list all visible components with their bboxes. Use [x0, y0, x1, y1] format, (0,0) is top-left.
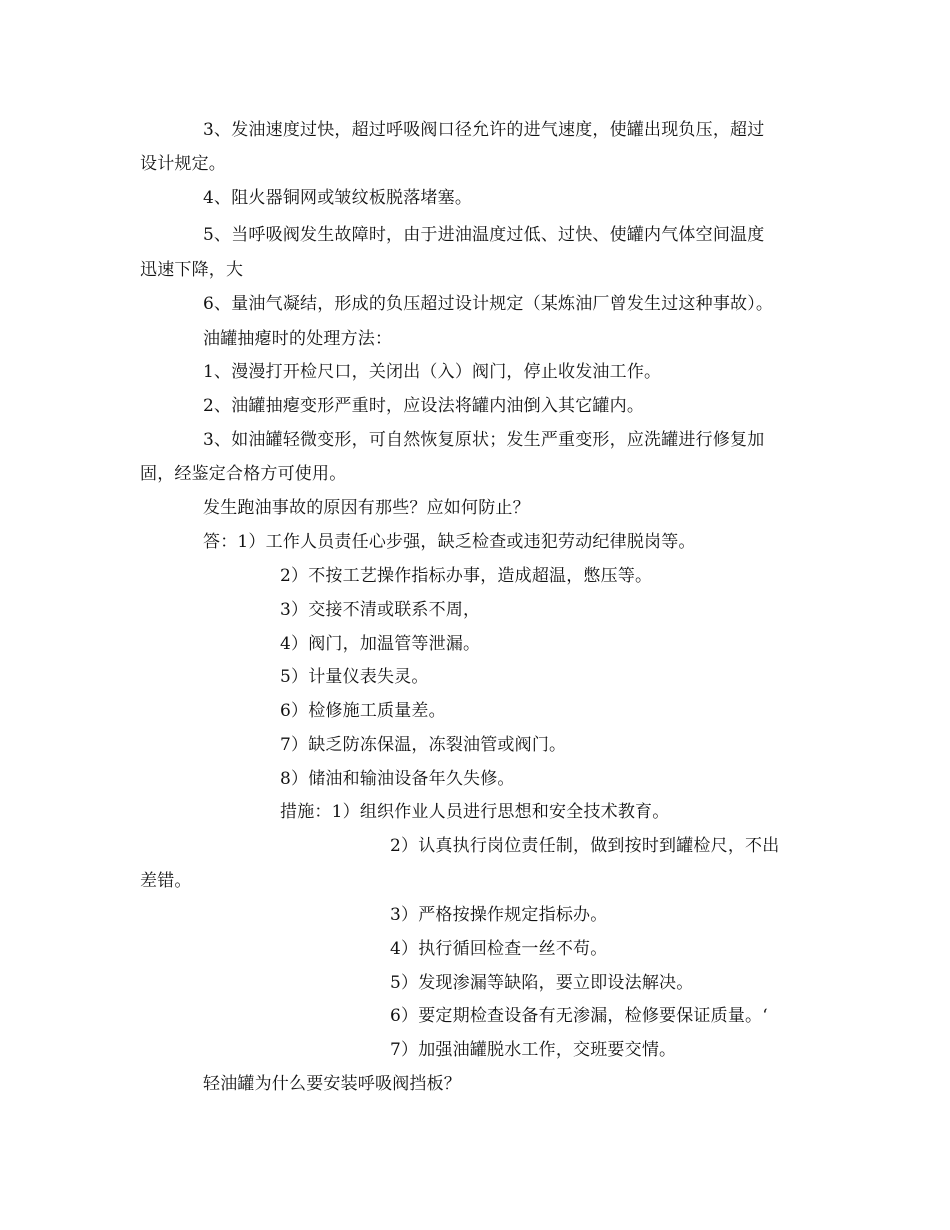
text-line: 6）要定期检查设备有无渗漏，检修要保证质量。‘	[390, 1006, 768, 1026]
text-line: 2、油罐抽瘪变形严重时，应设法将罐内油倒入其它罐内。	[203, 396, 645, 416]
text-line: 4）执行循回检查一丝不苟。	[390, 939, 608, 959]
text-line: 5）发现渗漏等缺陷，要立即设法解决。	[390, 973, 694, 993]
text-line: 8）储油和输油设备年久失修。	[280, 769, 515, 789]
text-line: 1、漫漫打开检尺口，关闭出（入）阀门，停止收发油工作。	[203, 362, 662, 382]
text-line: 3）交接不清或联系不周，	[280, 600, 481, 620]
text-line: 轻油罐为什么要安装呼吸阀挡板？	[203, 1074, 461, 1094]
text-line: 6、量油气凝结，形成的负压超过设计规定（某炼油厂曾发生过这种事故）。	[203, 294, 774, 314]
text-line: 3、如油罐轻微变形，可自然恢复原状；发生严重变形，应洗罐进行修复加	[203, 430, 765, 450]
text-line: 2）不按工艺操作指标办事，造成超温，憋压等。	[280, 566, 653, 586]
text-line: 3、发油速度过快，超过呼吸阀口径允许的进气速度，使罐出现负压，超过	[203, 120, 765, 140]
text-line: 4）阀门，加温管等泄漏。	[280, 634, 481, 654]
text-line: 迅速下降，大	[140, 260, 244, 280]
text-line: 2）认真执行岗位责任制，做到按时到罐检尺，不出	[390, 836, 780, 856]
text-line: 7）缺乏防冻保温，冻裂油管或阀门。	[280, 735, 567, 755]
text-line: 设计规定。	[140, 154, 226, 174]
text-line: 答：1）工作人员责任心步强，缺乏检查或违犯劳动纪律脱岗等。	[203, 532, 696, 552]
text-line: 7）加强油罐脱水工作，交班要交情。	[390, 1040, 677, 1060]
text-line: 4、阻火器铜网或皱纹板脱落堵塞。	[203, 188, 473, 208]
text-line: 差错。	[140, 871, 192, 891]
text-line: 措施：1）组织作业人员进行思想和安全技术教育。	[280, 802, 670, 822]
text-line: 3）严格按操作规定指标办。	[390, 905, 608, 925]
text-line: 油罐抽瘪时的处理方法：	[203, 329, 393, 349]
text-line: 6）检修施工质量差。	[280, 701, 446, 721]
text-line: 5）计量仪表失灵。	[280, 667, 429, 687]
text-line: 固，经鉴定合格方可使用。	[140, 464, 347, 484]
text-line: 发生跑油事故的原因有那些？应如何防止？	[203, 498, 530, 518]
text-line: 5、当呼吸阀发生故障时，由于进油温度过低、过快、使罐内气体空间温度	[203, 225, 765, 245]
